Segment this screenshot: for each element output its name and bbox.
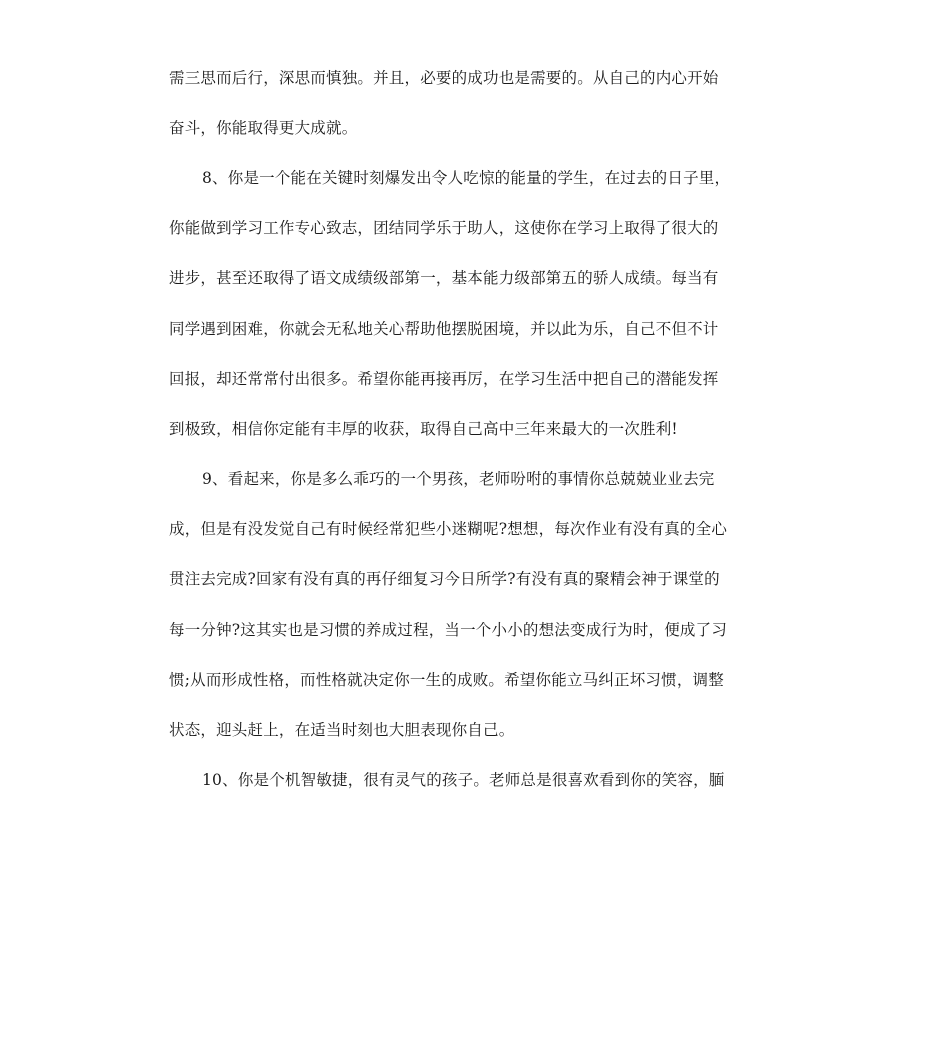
paragraph-8-first-line: 8、你是一个能在关键时刻爆发出令人吃惊的能量的学生，在过去的日子里， bbox=[202, 169, 731, 187]
paragraph-10-first-line: 10、你是个机智敏捷，很有灵气的孩子。老师总是很喜欢看到你的笑容，腼 bbox=[202, 771, 725, 789]
text-line: 同学遇到困难，你就会无私地关心帮助他摆脱困境，并以此为乐，自己不但不计 bbox=[169, 320, 719, 338]
text-line: 需三思而后行，深思而慎独。并且，必要的成功也是需要的。从自己的内心开始 bbox=[169, 69, 719, 87]
text-line: 到极致，相信你定能有丰厚的收获，取得自己高中三年来最大的一次胜利! bbox=[169, 420, 678, 438]
text-line: 每一分钟?这其实也是习惯的养成过程，当一个小小的想法变成行为时，便成了习 bbox=[169, 621, 728, 639]
text-line: 奋斗，你能取得更大成就。 bbox=[169, 119, 358, 137]
text-line: 进步，甚至还取得了语文成绩级部第一，基本能力级部第五的骄人成绩。每当有 bbox=[169, 269, 719, 287]
text-line: 成，但是有没发觉自己有时候经常犯些小迷糊呢?想想，每次作业有没有真的全心 bbox=[169, 520, 728, 538]
text-line: 惯;从而形成性格，而性格就决定你一生的成败。希望你能立马纠正坏习惯，调整 bbox=[169, 671, 724, 689]
paragraph-9-first-line: 9、看起来，你是多么乖巧的一个男孩，老师吩咐的事情你总兢兢业业去完 bbox=[202, 470, 715, 488]
text-line: 贯注去完成?回家有没有真的再仔细复习今日所学?有没有真的聚精会神于课堂的 bbox=[169, 570, 720, 588]
text-line: 回报，却还常常付出很多。希望你能再接再厉，在学习生活中把自己的潜能发挥 bbox=[169, 370, 719, 388]
text-line: 你能做到学习工作专心致志，团结同学乐于助人，这使你在学习上取得了很大的 bbox=[169, 219, 719, 237]
text-line: 状态，迎头赶上，在适当时刻也大胆表现你自己。 bbox=[169, 721, 515, 739]
